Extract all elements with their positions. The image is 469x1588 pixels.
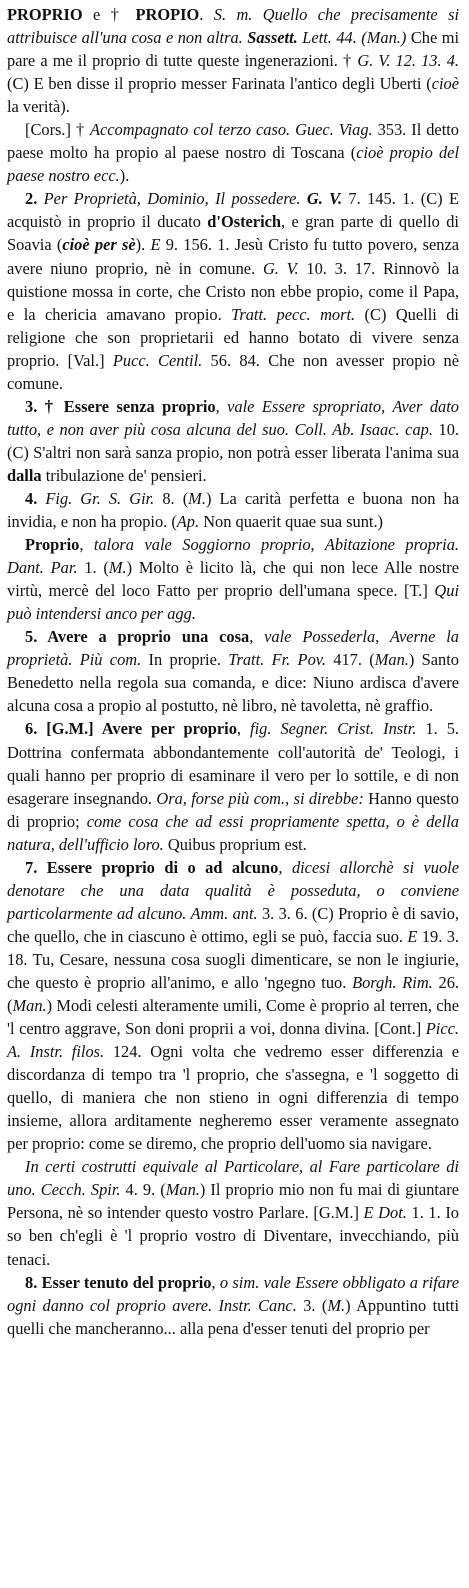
text-run: PROPIO (135, 5, 200, 24)
text-run: 6. [G.M.] (25, 719, 102, 739)
text-run: 2. (25, 189, 44, 209)
text-run: 124. Ogni volta che vedremo esser differenzia e discordanza di tempo tra 'l proprio, che s'assegna, e 'l soggetto di quello, di maniera che non stieno in ogni differenzia di tempo insieme, allora arditamente negheremo esser veramente assegnato per proprio: come se diremo, che proprio dell'uomo sia navigare. (7, 1042, 459, 1154)
text-run: ) Santo Benedetto nella regola sua comanda, e dice: Niuno ardisca d'avere alcuna cosa a propio al postutto, nè libro, nè tavoletta, nè graffio. (7, 650, 459, 716)
text-run: . (199, 5, 214, 24)
text-run: , (249, 627, 265, 647)
text-run: 3. ( (296, 1295, 328, 1315)
text-run: Essere proprio di o ad alcuno (46, 857, 279, 877)
text-run: , (236, 719, 251, 739)
text-run: ) Modi celesti alteramente umili, Come è proprio al terren, che 'l centro aggrave, Son doni proprii a voi, donna divina. [Cont.] (7, 996, 459, 1039)
text-run: vale Possederla, Averne la proprietà. Più com. (7, 627, 459, 670)
text-run: 56. 84. Che non avesser propio nè comune. (7, 350, 459, 393)
text-run: 4. 9. ( (120, 1180, 166, 1200)
text-run: 1. ( (77, 558, 109, 578)
text-run: 9. 156. 1. Jesù Cristo fu tutto povero, senza avere niuno proprio, nè in comune. (7, 235, 460, 278)
text-run: E (150, 235, 161, 255)
text-run: Tratt. Fr. Pov. (228, 650, 326, 670)
text-run: fig. Segner. Crist. Instr. (250, 719, 417, 739)
text-run: ). (135, 235, 151, 255)
text-run: Per Proprietà, Dominio, Il possedere. (43, 189, 307, 209)
sense-paragraph (7, 717, 459, 855)
text-run: talora vale Soggiorno proprio, Abitazione propria. Dant. Par. (7, 535, 459, 578)
text-run: Lett. 44. (Man.) (302, 28, 407, 48)
text-run: o sim. vale Essere obbligato a rifare ogni danno col proprio avere. Instr. Canc. (7, 1272, 460, 1315)
text-run: Pucc. Centil. (112, 350, 203, 370)
text-run: , (211, 1272, 220, 1292)
entry-opening (7, 3, 459, 118)
text-run: dicesi allorchè si vuole denotare che una data qualità è posseduta, o conviene particolarmente ad alcuno. Amm. ant. (7, 857, 460, 923)
text-run: 3. 3. 6. (C) Proprio è di savio, che quello, che in ciascuno è ottimo, egli se può, faccia suo. (7, 903, 459, 946)
text-run: 26. ( (7, 972, 459, 1016)
text-run: Non quaerit quae sua sunt.) (199, 512, 383, 532)
text-run: e † (82, 5, 136, 24)
text-run: M. (327, 1295, 346, 1315)
text-run: ) La carità perfetta e buona non ha invidia, e non ha propio. ( (7, 488, 459, 532)
text-run: 417. ( (325, 650, 375, 670)
text-run: cioè (431, 74, 459, 94)
text-run: cioè per sè (62, 235, 136, 255)
text-run: Fig. Gr. S. Gir. (45, 488, 155, 508)
text-run: Quibus proprium est. (163, 834, 307, 854)
text-run: 353. Il detto paese molto ha propio al paese nostro di Toscana ( (7, 120, 459, 163)
text-run: , (215, 396, 228, 416)
text-run: , e gran parte di quello di Soavia ( (7, 212, 459, 255)
text-run: tribulazione de' pensieri. (41, 465, 207, 485)
sense-paragraph (7, 118, 459, 187)
text-run: Proprio (25, 535, 80, 555)
text-run: G. V. (262, 258, 299, 278)
text-run: Ora, forse più com., si direbbe: (156, 788, 364, 808)
text-run: PROPRIO (7, 5, 83, 24)
sense-paragraph (7, 187, 459, 394)
text-run: ) Molto è licito là, che qui non lece Alle nostre virtù, mercè del loco Fatto per proprio dell'umana spece. [T.] (7, 558, 460, 601)
text-run: Hanno questo di proprio; (7, 788, 460, 831)
text-run: Esser tenuto del proprio (41, 1272, 212, 1292)
text-run: Ap. (176, 512, 200, 532)
text-run: d'Osterich (207, 212, 282, 232)
text-run: Man. (374, 650, 409, 670)
text-run: Avere a proprio una cosa (47, 627, 250, 647)
sense-paragraph (7, 1271, 459, 1340)
text-run: Avere per proprio (101, 719, 237, 739)
text-run: 10. 3. 17. Rinnovò la quistione mossa in corte, che Cristo non ebbe propio, come il Papa, e la chericia amavano propio. (7, 258, 460, 324)
text-run: 19. 3. 18. Tu, Cesare, nessuna cosa suogli dimenticare, se non le ingiurie, che questo è proprio all'animo, e allo 'ngegno tuo. (7, 926, 460, 992)
text-run: come cosa che ad essi propriamente spetta, o è della natura, dell'ufficio loro. (7, 811, 459, 854)
text-run: 8. ( (154, 488, 189, 508)
sense-paragraph (7, 395, 459, 487)
text-run: Tratt. pecc. mort. (231, 304, 356, 324)
text-run: E (407, 926, 418, 946)
text-run: In certi costrutti equivale al Particolare, al Fare particolare di uno. Cecch. Spir. (7, 1157, 459, 1200)
text-run: (C) E ben disse il proprio messer Farinata l'antico degli Uberti ( (7, 74, 432, 94)
text-run: [Cors.] † (25, 120, 90, 140)
text-run: ) Appuntino tutti quelli che mancheranno... alla pena d'esser tenuti del proprio per (7, 1295, 459, 1338)
text-run: Man. (12, 996, 47, 1016)
text-run: G. V. (306, 189, 343, 209)
sense-paragraph (7, 533, 459, 625)
text-run: 3. † (25, 396, 64, 416)
text-run: M. (188, 488, 206, 508)
text-run: Borgh. Rim. (352, 972, 433, 992)
text-run: S. m. Quello che precisamente si attribuisce all'una cosa e non altra. (7, 5, 460, 48)
text-run: vale Essere spropriato, Aver dato tutto, e non aver più cosa alcuna del suo. Coll. Ab. Isaac. cap. (7, 396, 459, 439)
text-run: 4. (25, 488, 46, 508)
text-run: G. V. 12. 13. 4. (357, 51, 459, 71)
sense-paragraph (7, 1155, 459, 1270)
text-run: ) Il proprio mio non fu mai di giuntare Persona, nè so intender questo vostro Parlare. [G.M.] (7, 1180, 459, 1223)
text-run: Qui può intendersi anco per agg. (7, 581, 459, 624)
text-run: 1. 5. Dottrina confermata abbondantemente coll'autorità de' Teologi, i quali hanno per proprio di esaminare il vero per lo sottile, e di non esagerare insegnando. (7, 719, 460, 808)
text-run: Picc. A. Instr. filos. (7, 1019, 459, 1062)
text-run: la verità). (7, 97, 70, 117)
text-run: 8. (25, 1272, 42, 1292)
text-run: E Dot. (363, 1203, 407, 1223)
text-run: M. (108, 558, 127, 578)
text-run: 10. (C) S'altri non sarà sanza propio, non potrà esser liberata l'anima sua (7, 419, 459, 462)
text-run: cioè propio del paese nostro ecc. (7, 143, 459, 186)
text-run: Sassett. (247, 28, 303, 48)
text-run: , (79, 535, 94, 555)
text-run: 1. 1. Io so ben ch'egli è 'l proprio vostro di Diventare, invecchiando, più tenaci. (7, 1203, 459, 1269)
text-run: Man. (165, 1180, 200, 1200)
text-run: (C) Quelli di religione che son proprietarii ed hanno botato di vivere senza proprio. [Val.] (7, 304, 459, 370)
sense-paragraph (7, 856, 459, 1156)
text-run: dalla (7, 465, 42, 485)
text-run: Che mi pare a me il proprio di tutte queste ingenerazioni. † (7, 28, 459, 71)
text-run: 7. 145. 1. (C) E acquistò in proprio il ducato (7, 189, 459, 232)
text-run: Accompagnato col terzo caso. Guec. Viag. (89, 120, 373, 140)
text-run: 7. (25, 857, 47, 877)
text-run: ). (119, 166, 130, 186)
text-run: , (278, 857, 292, 877)
text-run: In proprie. (141, 650, 229, 670)
sense-paragraph (7, 625, 459, 717)
text-run: Essere senza proprio (63, 396, 216, 416)
sense-paragraph (7, 487, 459, 533)
text-run: 5. (25, 627, 48, 647)
